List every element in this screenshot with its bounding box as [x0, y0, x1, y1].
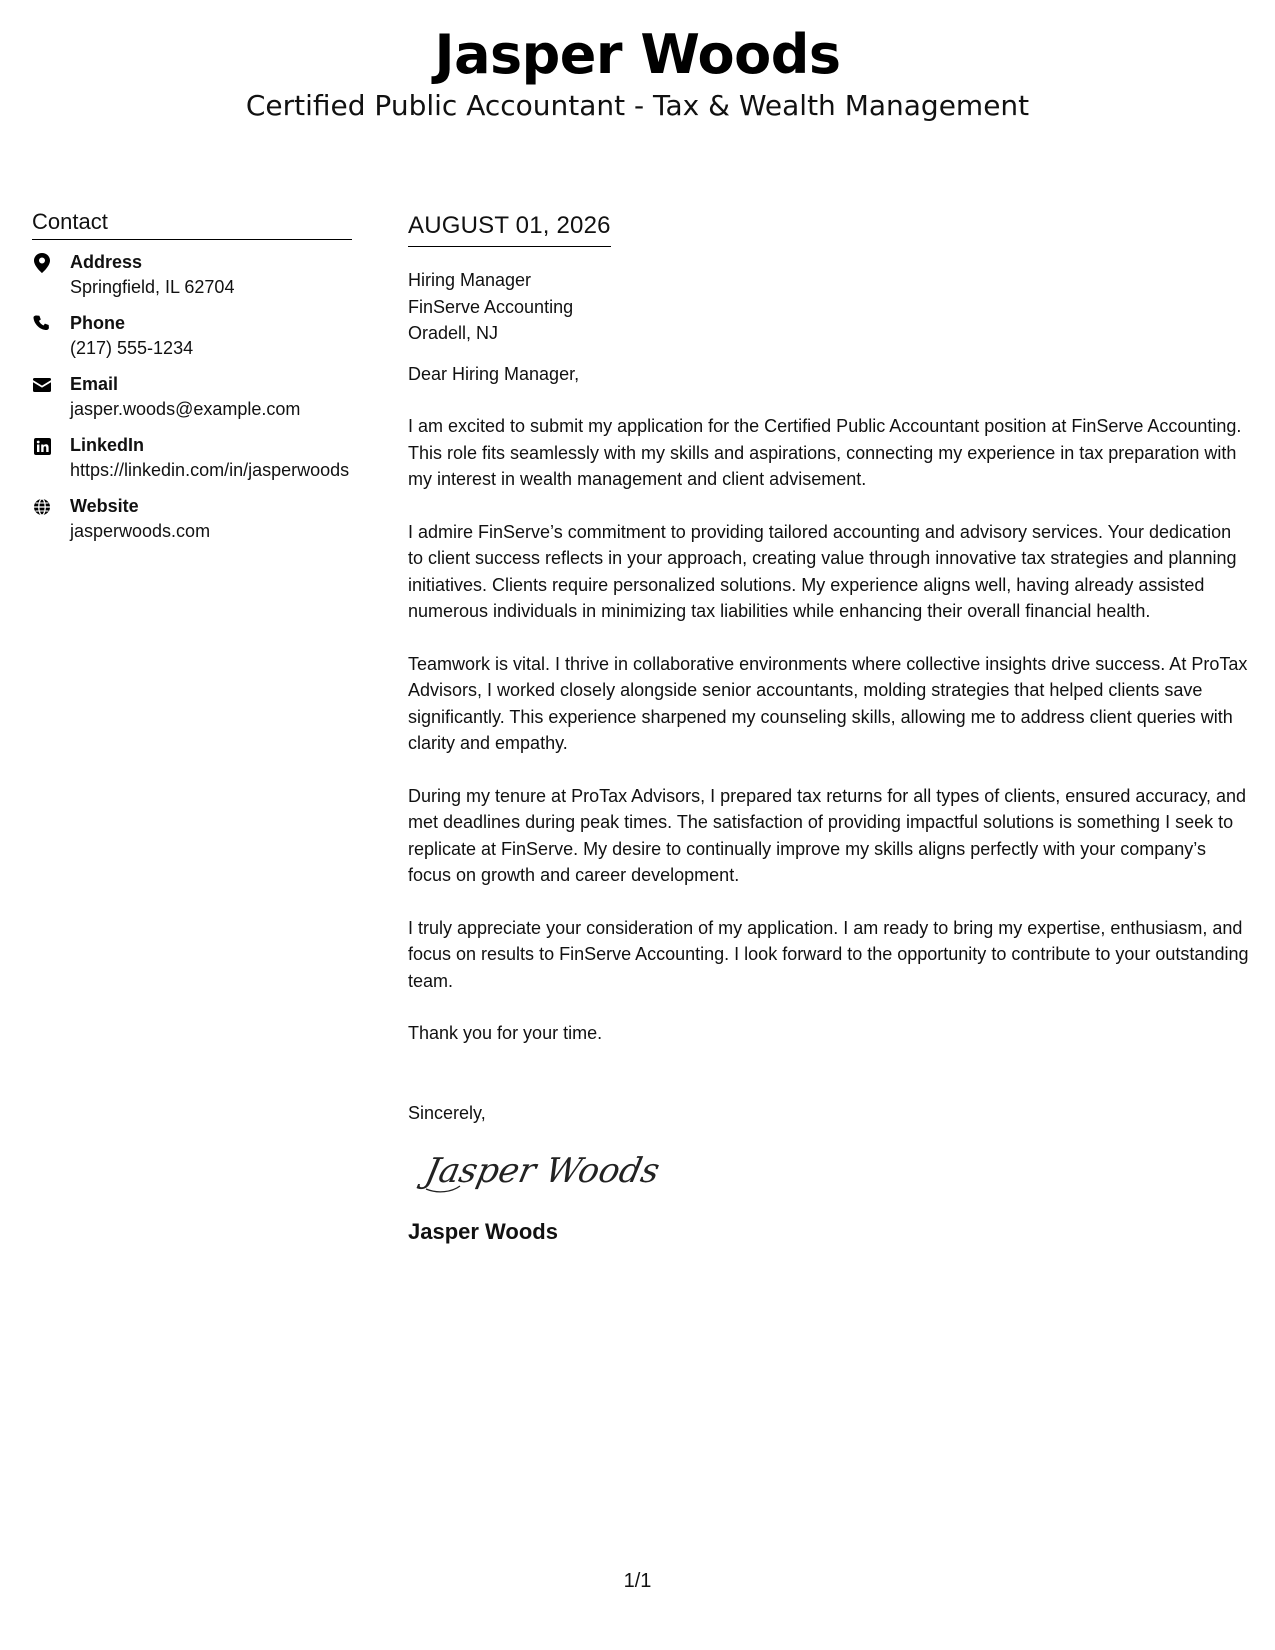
signature-glyphs: Jasper Woods — [421, 1151, 664, 1191]
recipient-title: Hiring Manager — [408, 270, 532, 290]
signer-name: Jasper Woods — [408, 1219, 558, 1244]
thanks-line: Thank you for your time. — [408, 1023, 603, 1043]
contact-section-title: Contact — [32, 208, 352, 240]
website-label: Website — [70, 496, 139, 516]
phone-value: (217) 555-1234 — [70, 338, 194, 358]
letter-body — [408, 210, 1250, 1246]
linkedin-icon — [32, 436, 52, 456]
recipient-company: FinServe Accounting — [408, 296, 574, 317]
closing-line: Sincerely, — [408, 1102, 486, 1123]
contact-item-address — [32, 250, 352, 300]
letter-paragraph: Teamwork is vital. I thrive in collaborative environments where collective insights drive success. At ProTax Advisors, I worked closely alongside senior accountants, molding strategies that helped clients save significantly. This experience sharpened my counseling skills, allowing me to address client queries with clarity and empathy. — [408, 653, 1248, 753]
address-label: Address — [70, 252, 143, 272]
phone-label: Phone — [70, 313, 126, 333]
email-label: Email — [70, 374, 119, 394]
letter-paragraph: During my tenure at ProTax Advisors, I prepared tax returns for all types of clients, ensured accuracy, and met deadlines during peak times. The satisfaction of providing impactful solutions is something I seek to replicate at FinServe. My desire to continually improve my skills aligns perfectly with your company’s focus on growth and career development. — [408, 785, 1247, 885]
linkedin-value[interactable]: https://linkedin.com/in/jasperwoods — [70, 460, 350, 480]
recipient-location: Oradell, NJ — [408, 323, 499, 343]
recipient-block — [408, 267, 1250, 347]
globe-icon — [32, 497, 52, 517]
envelope-icon — [32, 375, 52, 395]
location-pin-icon — [32, 253, 52, 273]
applicant-title: Certified Public Accountant - Tax & Wealth Management — [245, 89, 1030, 122]
page-number: 1/1 — [623, 1570, 652, 1592]
phone-icon — [32, 314, 52, 334]
handwritten-signature — [408, 1142, 668, 1200]
letter-paragraph: I admire FinServe’s commitment to providing tailored accounting and advisory services. Your dedication to client success reflects in your approach, creating value through innovative tax strategies and planning initiatives. Clients require personalized solutions. My experience aligns well, having already assisted numerous individuals in minimizing tax liabilities while enhancing their overall financial health. — [408, 521, 1237, 621]
linkedin-label: LinkedIn — [70, 435, 145, 455]
resume-header — [0, 22, 1275, 124]
letter-paragraph: I am excited to submit my application for the Certified Public Accountant position at FinServe Accounting. This role fits seamlessly with my skills and aspirations, connecting my experience in tax preparation with my interest in wealth management and client advisement. — [408, 416, 1242, 489]
contact-item-linkedin — [32, 433, 352, 483]
contact-item-email — [32, 372, 352, 422]
letter-date: AUGUST 01, 2026 — [408, 210, 611, 247]
contact-item-website — [32, 494, 352, 544]
contact-sidebar — [32, 208, 352, 555]
email-value[interactable]: jasper.woods@example.com — [70, 399, 301, 419]
applicant-name: Jasper Woods — [434, 23, 841, 86]
letter-paragraph: I truly appreciate your consideration of my application. I am ready to bring my expertise, enthusiasm, and focus on results to FinServe Accounting. I look forward to the opportunity to contribute to your outstanding team. — [408, 917, 1249, 991]
contact-item-phone — [32, 311, 352, 361]
address-value: Springfield, IL 62704 — [70, 277, 235, 297]
salutation: Dear Hiring Manager, — [408, 363, 580, 384]
website-value[interactable]: jasperwoods.com — [70, 521, 211, 541]
